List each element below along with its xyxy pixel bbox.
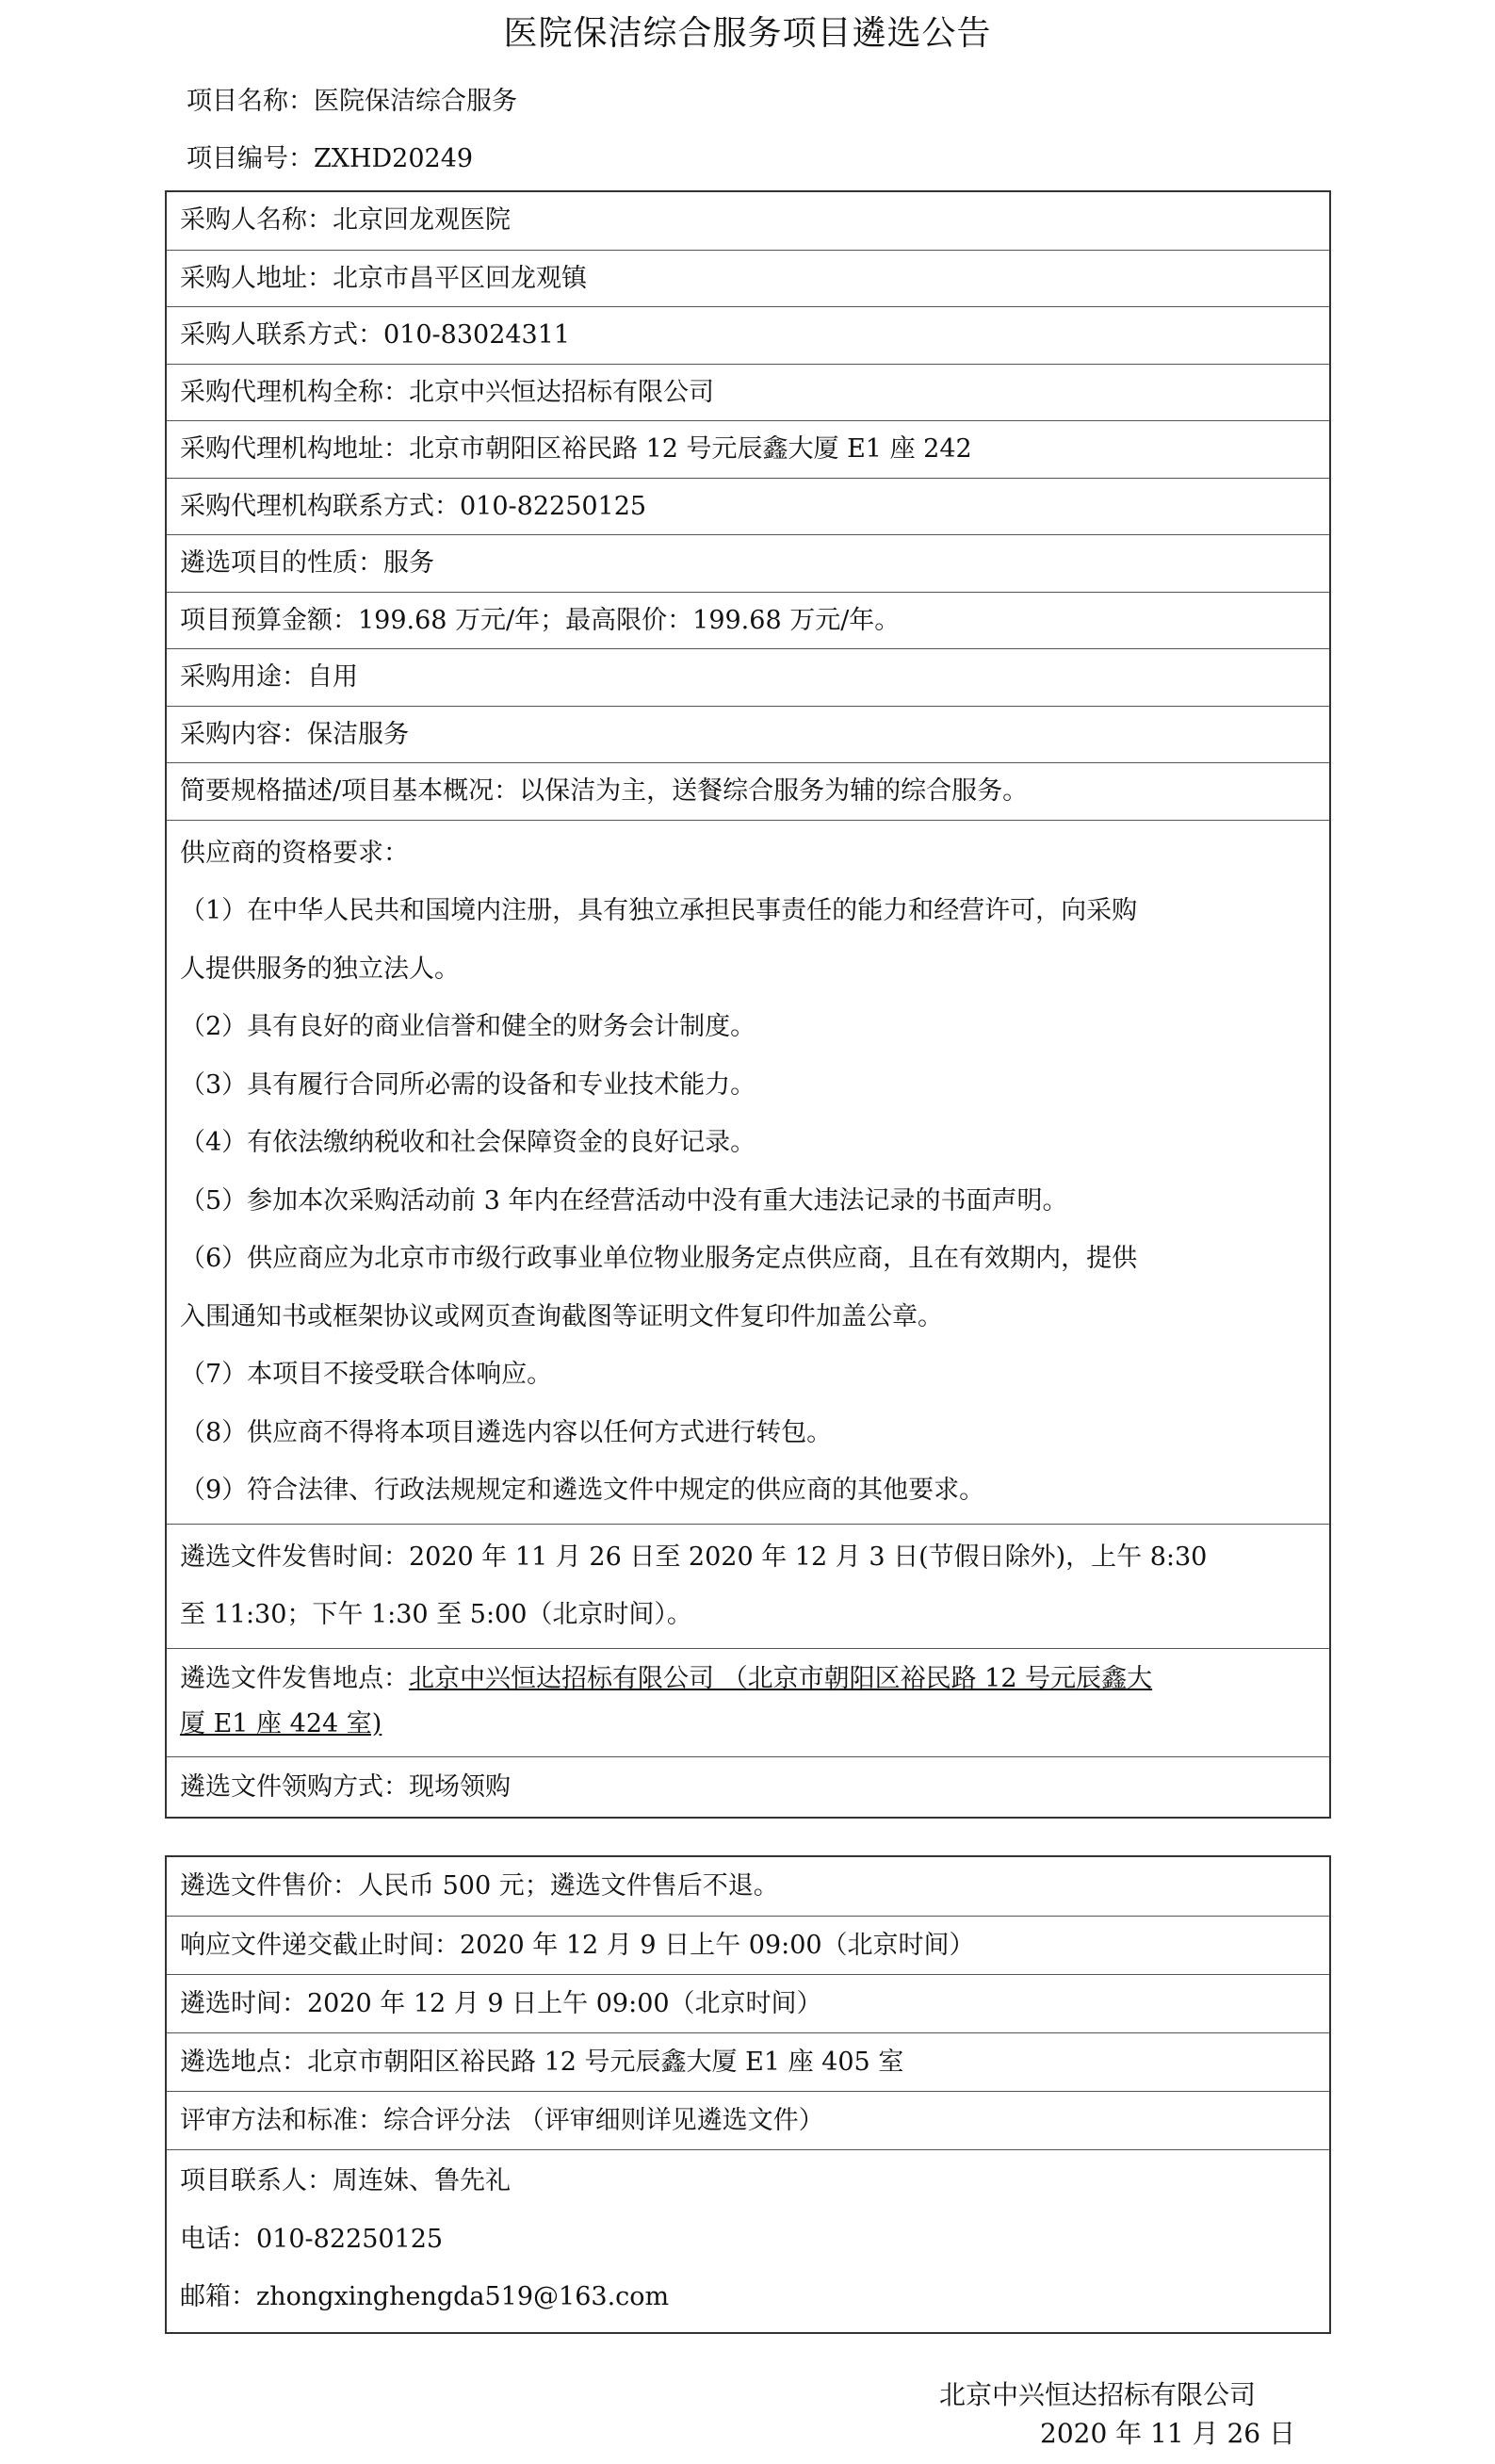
qualification-line: （2）具有良好的商业信誉和健全的财务会计制度。: [180, 1012, 756, 1041]
project-contacts: [167, 2149, 1329, 2332]
procurement-usage: 采购用途：自用: [167, 648, 1329, 706]
purchaser-address: 采购人地址：北京市昌平区回龙观镇: [167, 250, 1329, 307]
project-nature: 遴选项目的性质：服务: [167, 534, 1329, 592]
sale-place-link-cont[interactable]: 厦 E1 座 424 室): [180, 1708, 382, 1738]
document-sale-time: [167, 1524, 1329, 1648]
agency-contact: 采购代理机构联系方式：010-82250125: [167, 478, 1329, 535]
footer-date: 2020 年 11 月 26 日: [1040, 2418, 1296, 2449]
footer-company: 北京中兴恒达招标有限公司: [939, 2379, 1257, 2410]
sale-time-line: 至 11:30；下午 1:30 至 5:00（北京时间）。: [180, 1600, 692, 1629]
qualification-line: （4）有依法缴纳税收和社会保障资金的良好记录。: [180, 1128, 756, 1157]
qualification-line: （9）符合法律、行政法规规定和遴选文件中规定的供应商的其他要求。: [180, 1476, 985, 1505]
document-title: 医院保洁综合服务项目遴选公告: [503, 14, 992, 53]
selection-place: 遴选地点：北京市朝阳区裕民路 12 号元辰鑫大厦 E1 座 405 室: [167, 2032, 1329, 2091]
qualification-header: 供应商的资格要求：: [180, 838, 409, 868]
project-budget: 项目预算金额：199.68 万元/年；最高限价：199.68 万元/年。: [167, 592, 1329, 649]
sale-time-line: 遴选文件发售时间：2020 年 11 月 26 日至 2020 年 12 月 3 日(节假日除外)，上午 8:30: [180, 1542, 1208, 1572]
selection-time: 遴选时间：2020 年 12 月 9 日上午 09:00（北京时间）: [167, 1974, 1329, 2032]
purchaser-name: 采购人名称：北京回龙观医院: [180, 205, 511, 235]
document-collect-method: 遴选文件领购方式：现场领购: [167, 1756, 1329, 1817]
qualification-line: （5）参加本次采购活动前 3 年内在经营活动中没有重大违法记录的书面声明。: [180, 1185, 1068, 1216]
qualification-line: 入围通知书或框架协议或网页查询截图等证明文件复印件加盖公章。: [180, 1301, 943, 1331]
qualification-line: （6）供应商应为北京市市级行政事业单位物业服务定点供应商，且在有效期内，提供: [180, 1244, 1138, 1273]
contact-person: 项目联系人：周连妹、鲁先礼: [180, 2166, 511, 2195]
qualification-line: （1）在中华人民共和国境内注册，具有独立承担民事责任的能力和经营许可，向采购: [180, 896, 1138, 925]
agency-name: 采购代理机构全称：北京中兴恒达招标有限公司: [167, 364, 1329, 421]
contact-email: 邮箱：zhongxinghengda519@163.com: [180, 2282, 670, 2311]
announcement-table-1: [165, 190, 1331, 1819]
announcement-table-2: [165, 1855, 1331, 2334]
document-sale-place: [167, 1648, 1329, 1756]
qualification-line: （8）供应商不得将本项目遴选内容以任何方式进行转包。: [180, 1417, 833, 1447]
document-price: 遴选文件售价：人民币 500 元；遴选文件售后不退。: [180, 1871, 779, 1901]
project-name: 项目名称：医院保洁综合服务: [187, 87, 517, 116]
evaluation-method: 评审方法和标准：综合评分法 （评审细则详见遴选文件）: [167, 2091, 1329, 2149]
qualification-line: （3）具有履行合同所必需的设备和专业技术能力。: [180, 1069, 756, 1100]
project-number: 项目编号：ZXHD20249: [187, 144, 474, 173]
qualification-line: 人提供服务的独立法人。: [180, 954, 460, 984]
qualification-line: （7）本项目不接受联合体响应。: [180, 1360, 553, 1389]
purchaser-contact: 采购人联系方式：010-83024311: [167, 306, 1329, 364]
supplier-qualification: [167, 820, 1329, 1524]
sale-place-link[interactable]: 北京中兴恒达招标有限公司 （北京市朝阳区裕民路 12 号元辰鑫大: [409, 1663, 1153, 1693]
procurement-content: 采购内容：保洁服务: [167, 706, 1329, 763]
agency-address: 采购代理机构地址：北京市朝阳区裕民路 12 号元辰鑫大厦 E1 座 242: [167, 420, 1329, 478]
contact-phone: 电话：010-82250125: [180, 2224, 444, 2254]
project-spec: 简要规格描述/项目基本概况：以保洁为主，送餐综合服务为辅的综合服务。: [167, 762, 1329, 820]
sale-place-label: 遴选文件发售地点：: [180, 1663, 409, 1693]
submission-deadline: 响应文件递交截止时间：2020 年 12 月 9 日上午 09:00（北京时间）: [167, 1916, 1329, 1974]
